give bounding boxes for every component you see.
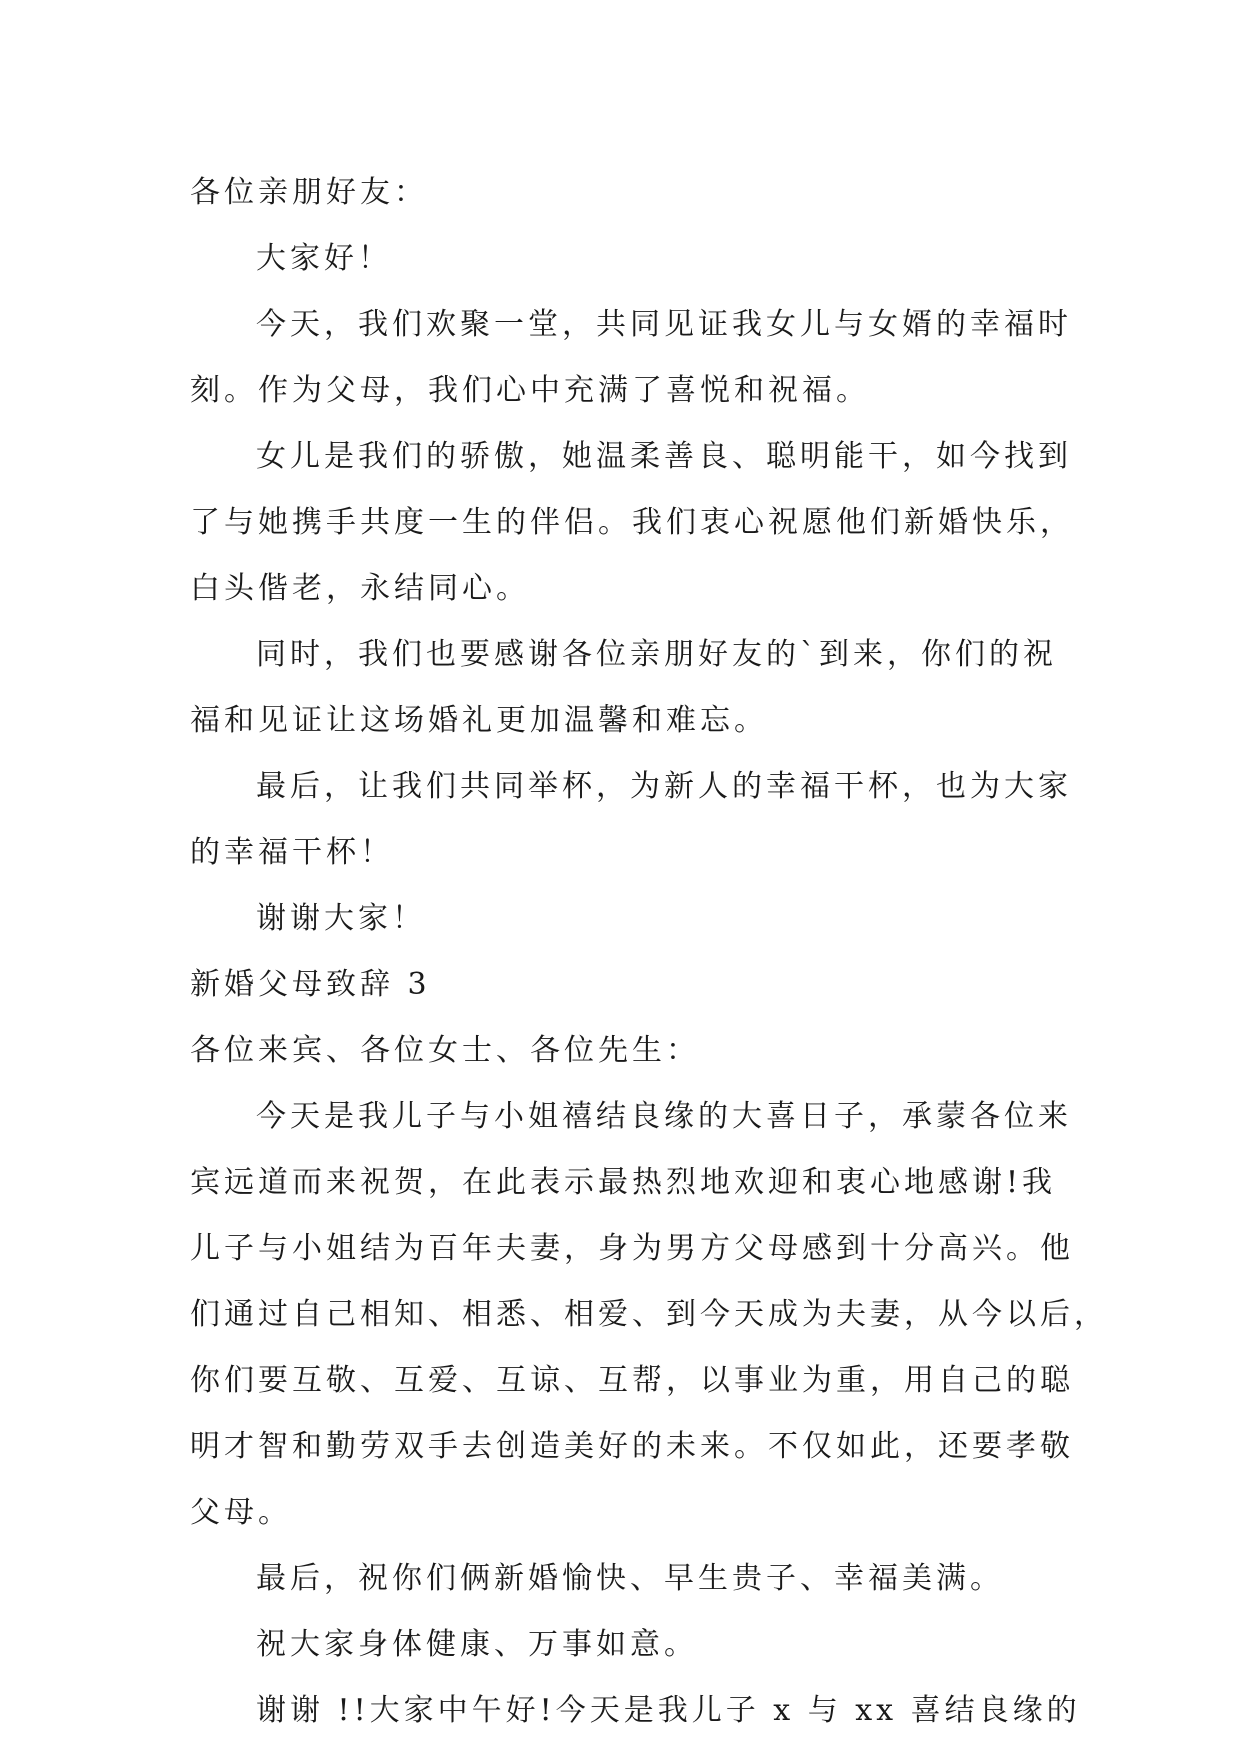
paragraph-line: 最后，祝你们俩新婚愉快、早生贵子、幸福美满。 — [256, 1561, 1004, 1596]
paragraph-line: 宾远道而来祝贺，在此表示最热烈地欢迎和衷心地感谢!我 — [190, 1165, 1057, 1200]
document-page — [190, 160, 1108, 1744]
paragraph-line: 最后，让我们共同举杯，为新人的幸福干杯，也为大家 — [256, 769, 1072, 804]
paragraph-line: 今天，我们欢聚一堂，共同见证我女儿与女婿的幸福时 — [256, 307, 1072, 342]
paragraph-line: 同时，我们也要感谢各位亲朋好友的`到来，你们的祝 — [256, 637, 1057, 672]
paragraph-line: 刻。作为父母，我们心中充满了喜悦和祝福。 — [190, 373, 870, 408]
paragraph-line: 的幸福干杯！ — [190, 835, 394, 870]
paragraph-line: 今天是我儿子与小姐禧结良缘的大喜日子，承蒙各位来 — [256, 1099, 1072, 1134]
paragraph-line: 了与她携手共度一生的伴侣。我们衷心祝愿他们新婚快乐， — [190, 505, 1074, 540]
closing-line: 谢谢大家！ — [256, 901, 426, 936]
salutation-line: 各位亲朋好友： — [190, 175, 428, 210]
paragraph-line: 父母。 — [190, 1495, 292, 1530]
paragraph-line: 白头偕老，永结同心。 — [190, 571, 530, 606]
paragraph-line: 女儿是我们的骄傲，她温柔善良、聪明能干，如今找到 — [256, 439, 1072, 474]
paragraph-line: 你们要互敬、互爱、互谅、互帮，以事业为重，用自己的聪 — [190, 1363, 1074, 1398]
paragraph-line: 谢谢 !!大家中午好!今天是我儿子 x 与 xx 喜结良缘的 — [256, 1693, 1081, 1728]
paragraph-line: 们通过自己相知、相悉、相爱、到今天成为夫妻，从今以后， — [190, 1297, 1108, 1332]
paragraph-line: 明才智和勤劳双手去创造美好的未来。不仅如此，还要孝敬 — [190, 1429, 1074, 1464]
salutation-line: 各位来宾、各位女士、各位先生： — [190, 1033, 700, 1068]
paragraph-line: 福和见证让这场婚礼更加温馨和难忘。 — [190, 703, 768, 738]
paragraph-line: 祝大家身体健康、万事如意。 — [256, 1627, 698, 1662]
section-title: 新婚父母致辞 3 — [190, 967, 431, 1002]
greeting-line: 大家好！ — [256, 241, 392, 276]
paragraph-line: 儿子与小姐结为百年夫妻，身为男方父母感到十分高兴。他 — [190, 1231, 1074, 1266]
